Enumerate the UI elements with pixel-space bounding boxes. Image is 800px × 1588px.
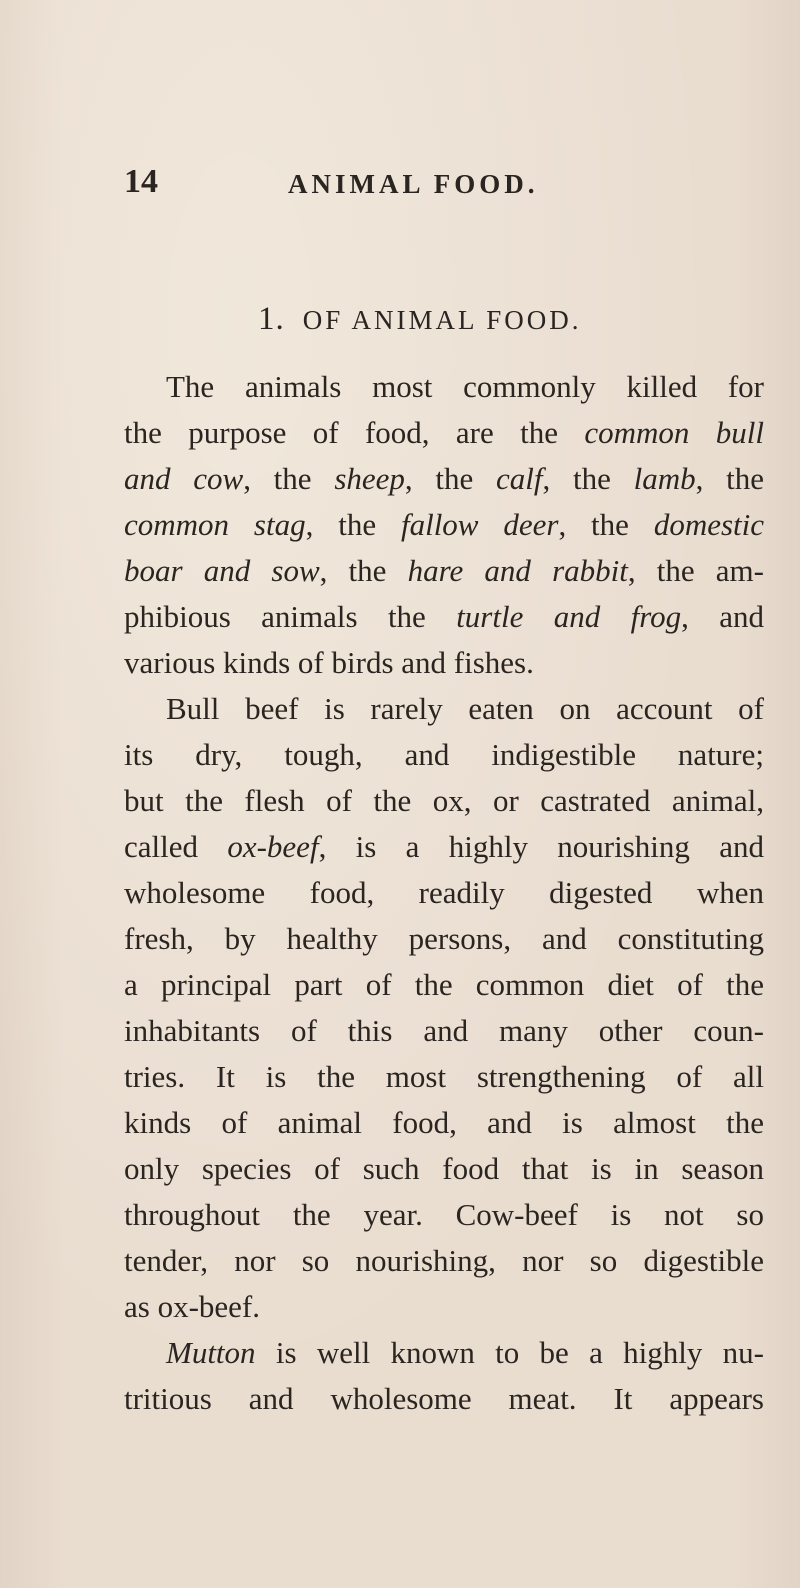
text-line <box>124 1146 764 1192</box>
text-run: but the flesh of the ox, or castrated animal, <box>124 783 764 818</box>
text-run: wholesome food, readily digested when <box>124 875 764 910</box>
text-line <box>124 410 764 456</box>
section-heading <box>258 301 582 338</box>
body-text <box>124 364 764 1422</box>
text-run: various kinds of birds and fishes. <box>124 645 534 680</box>
text-run: tritious and wholesome meat. It appears <box>124 1381 764 1416</box>
text-run: , the <box>404 461 497 496</box>
text-run: only species of such food that is in season <box>124 1151 764 1186</box>
italic-text: fallow deer <box>400 507 559 542</box>
text-run: inhabitants of this and many other coun- <box>124 1013 764 1048</box>
italic-text: and cow <box>124 461 244 496</box>
text-line <box>124 548 764 594</box>
italic-text: sheep <box>334 461 405 496</box>
text-line <box>124 502 764 548</box>
text-run: , the <box>558 507 654 542</box>
text-line <box>124 732 764 778</box>
text-line <box>124 640 764 686</box>
text-line <box>124 824 764 870</box>
text-run: , the <box>243 461 335 496</box>
section-number: 1. <box>258 301 285 337</box>
text-run: kinds of animal food, and is almost the <box>124 1105 764 1140</box>
running-head: ANIMAL FOOD. <box>288 169 539 199</box>
italic-text: common bull <box>584 415 764 450</box>
text-run: , and <box>681 599 764 634</box>
italic-text: lamb <box>633 461 696 496</box>
text-run: fresh, by healthy persons, and constituting <box>124 921 764 956</box>
text-line <box>124 1376 764 1422</box>
text-run: tender, nor so nourishing, nor so digestible <box>124 1243 764 1278</box>
text-run: its dry, tough, and indigestible nature; <box>124 737 764 772</box>
text-line <box>124 916 764 962</box>
text-line <box>124 1008 764 1054</box>
section-title: OF ANIMAL FOOD. <box>302 305 582 335</box>
text-run: Bull beef is rarely eaten on account of <box>166 691 764 726</box>
italic-text: common stag <box>124 507 306 542</box>
text-line <box>124 962 764 1008</box>
italic-text: ox-beef <box>227 829 319 864</box>
text-run: , the <box>542 461 634 496</box>
text-line <box>124 686 764 732</box>
italic-text: turtle and frog <box>456 599 682 634</box>
italic-text: boar and sow <box>124 553 320 588</box>
text-run: phibious animals the <box>124 599 457 634</box>
italic-text: hare and rabbit <box>407 553 628 588</box>
text-run: , the <box>305 507 401 542</box>
text-run: is well known to be a highly nu- <box>255 1335 764 1370</box>
text-run: , is a highly nourishing and <box>318 829 764 864</box>
text-line <box>124 364 764 410</box>
text-run: called <box>124 829 228 864</box>
text-line <box>124 870 764 916</box>
text-line <box>124 778 764 824</box>
italic-text: Mutton <box>166 1335 256 1370</box>
page-header <box>124 163 754 203</box>
italic-text: domestic <box>653 507 765 542</box>
text-run: , the <box>695 461 765 496</box>
text-run: the purpose of food, are the <box>124 415 585 450</box>
page-number: 14 <box>124 163 158 200</box>
text-run: throughout the year. Cow-beef is not so <box>124 1197 764 1232</box>
text-run: , the am- <box>627 553 764 588</box>
text-run: , the <box>319 553 408 588</box>
italic-text: calf <box>496 461 543 496</box>
text-run: tries. It is the most strengthening of all <box>124 1059 764 1094</box>
text-line <box>124 456 764 502</box>
text-line <box>124 594 764 640</box>
text-run: The animals most commonly killed for <box>166 369 764 404</box>
text-line <box>124 1192 764 1238</box>
text-run: a principal part of the common diet of the <box>124 967 764 1002</box>
text-line <box>124 1054 764 1100</box>
text-line <box>124 1238 764 1284</box>
text-line <box>124 1330 764 1376</box>
text-line <box>124 1284 764 1330</box>
text-run: as ox-beef. <box>124 1289 260 1324</box>
text-line <box>124 1100 764 1146</box>
